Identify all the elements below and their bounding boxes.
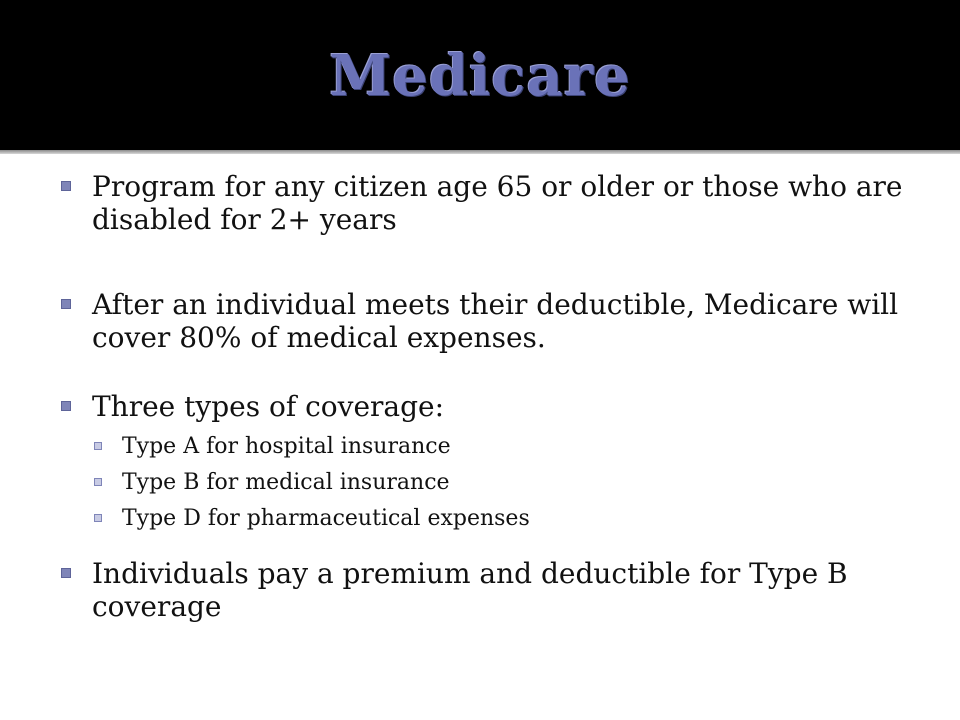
square-bullet-icon	[61, 299, 71, 309]
square-sub-bullet-icon	[94, 442, 102, 450]
square-sub-bullet-icon	[94, 514, 102, 522]
sub-bullet-item	[56, 465, 916, 501]
bullet-list	[56, 170, 916, 623]
sub-bullet-item	[56, 429, 916, 465]
title-divider	[0, 150, 960, 154]
bullet-item	[56, 170, 916, 236]
sub-bullet-item	[56, 501, 916, 537]
square-bullet-icon	[61, 568, 71, 578]
bullet-item	[56, 390, 916, 423]
bullet-text: Program for any citizen age 65 or older or those who are disabled for 2+ years	[92, 170, 903, 236]
sub-bullet-text: Type D for pharmaceutical expenses	[122, 506, 530, 531]
square-sub-bullet-icon	[94, 478, 102, 486]
bullet-text: After an individual meets their deductible, Medicare will cover 80% of medical expenses.	[92, 288, 899, 354]
sub-bullet-text: Type A for hospital insurance	[122, 434, 451, 459]
square-bullet-icon	[61, 401, 71, 411]
sub-bullet-text: Type B for medical insurance	[122, 470, 450, 495]
bullet-item	[56, 557, 916, 623]
bullet-text: Individuals pay a premium and deductible for Type B coverage	[92, 557, 848, 623]
square-bullet-icon	[61, 181, 71, 191]
bullet-text: Three types of coverage:	[92, 390, 445, 423]
slide-title: Medicare	[329, 43, 631, 109]
bullet-item	[56, 288, 916, 354]
